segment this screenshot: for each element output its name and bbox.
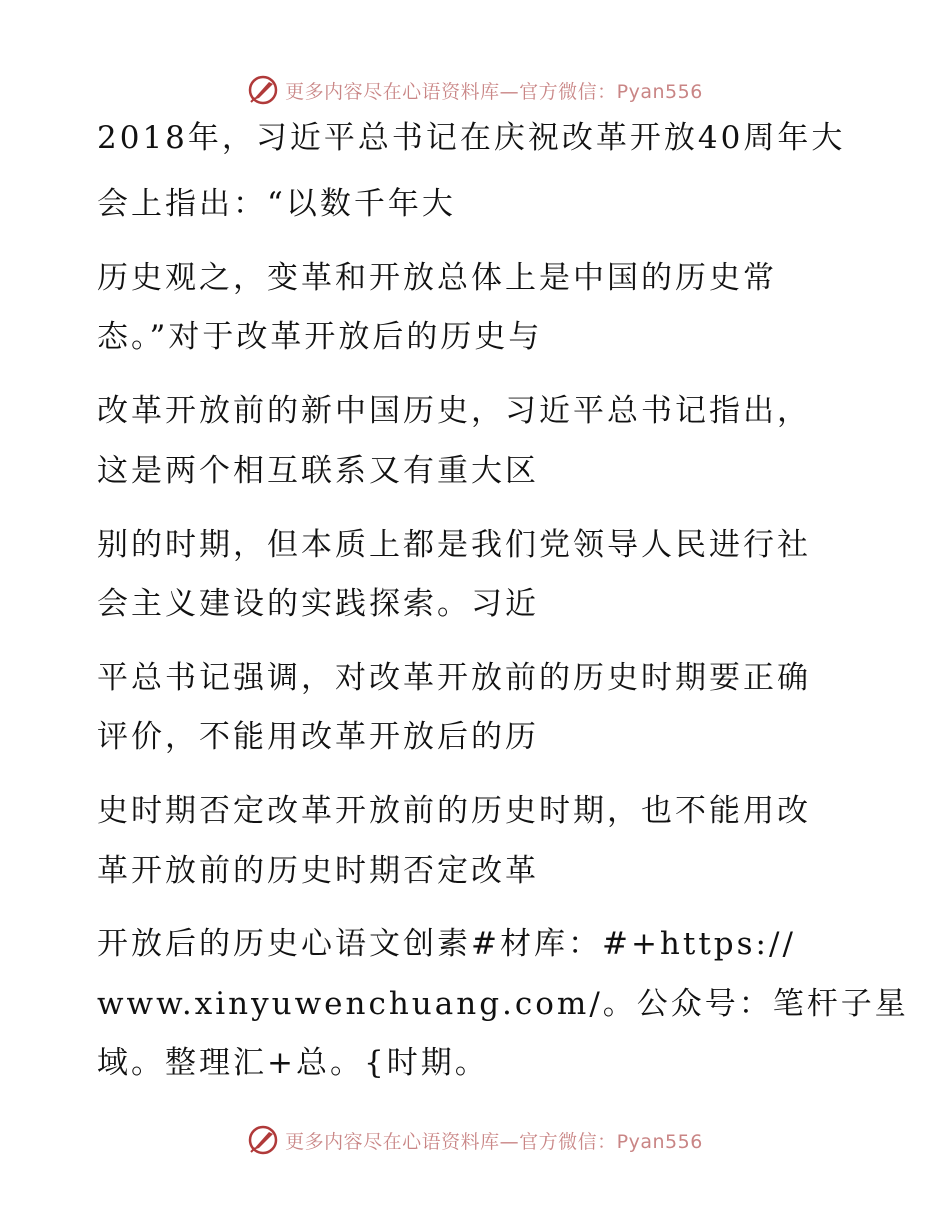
body-line: www.xinyuwenchuang.com/。公众号：笔杆子星 bbox=[97, 986, 909, 1022]
body-line: 平总书记强调，对改革开放前的历史时期要正确 bbox=[97, 660, 811, 696]
body-line: 这是两个相互联系又有重大区 bbox=[97, 453, 539, 489]
footer-banner bbox=[0, 1120, 950, 1160]
body-line: 会上指出：“以数千年大 bbox=[97, 186, 456, 222]
body-line: 改革开放前的新中国历史，习近平总书记指出， bbox=[97, 393, 811, 429]
header-banner bbox=[0, 70, 950, 110]
body-line: 评价，不能用改革开放后的历 bbox=[97, 719, 539, 755]
body-line: 革开放前的历史时期否定改革 bbox=[97, 853, 539, 889]
body-line: 态。”对于改革开放后的历史与 bbox=[97, 319, 543, 355]
quill-logo-icon bbox=[247, 74, 279, 106]
footer-banner-text: 更多内容尽在心语资料库—官方微信：Pyan556 bbox=[285, 1130, 703, 1153]
body-line: 历史观之，变革和开放总体上是中国的历史常 bbox=[97, 260, 777, 296]
body-line: 域。整理汇+总。{时期。 bbox=[97, 1045, 489, 1081]
body-line: 2018年，习近平总书记在庆祝改革开放40周年大 bbox=[97, 120, 846, 156]
header-banner-text: 更多内容尽在心语资料库—官方微信：Pyan556 bbox=[285, 80, 703, 103]
quill-logo-icon bbox=[247, 1124, 279, 1156]
body-line: 会主义建设的实践探索。习近 bbox=[97, 586, 539, 622]
body-line: 史时期否定改革开放前的历史时期，也不能用改 bbox=[97, 793, 811, 829]
body-line: 开放后的历史心语文创素#材库：#+https:// bbox=[97, 926, 796, 962]
body-line: 别的时期，但本质上都是我们党领导人民进行社 bbox=[97, 527, 811, 563]
